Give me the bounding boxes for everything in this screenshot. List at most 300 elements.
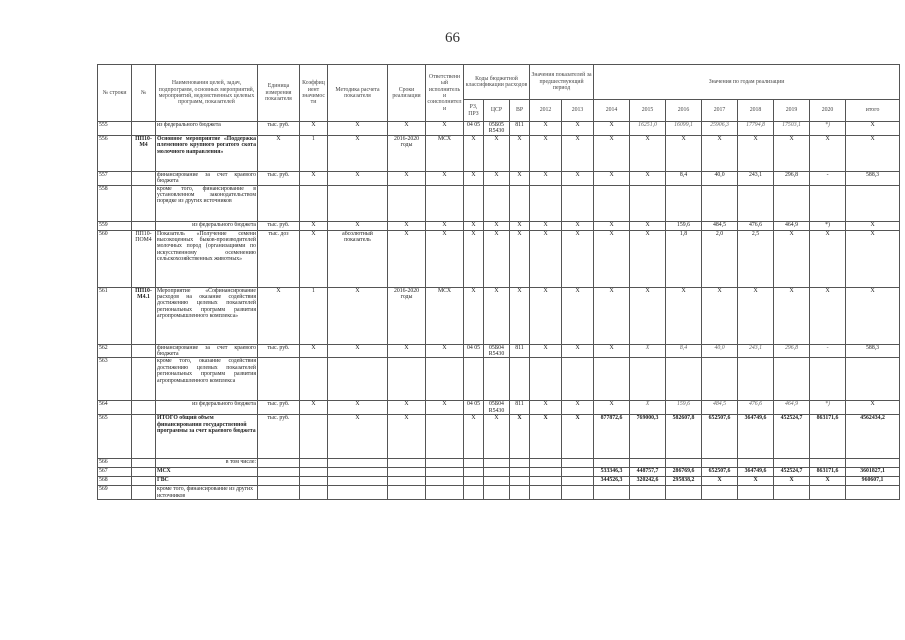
cell-v2018 [738, 358, 774, 401]
row-number: 560 [98, 230, 132, 287]
cell-v2016: 8,4 [666, 344, 702, 358]
cell-v2017: 40,0 [702, 171, 738, 185]
cell-v2016: 16099,1 [666, 122, 702, 136]
cell-v2016: 1,8 [666, 230, 702, 287]
cell-total [846, 486, 900, 500]
cell-total: 4562434,2 [846, 415, 900, 459]
cell-v2020 [810, 358, 846, 401]
cell-v2018: 364749,6 [738, 468, 774, 477]
cell-exec: МСХ [426, 135, 464, 171]
cell-v2016 [666, 358, 702, 401]
cell-name: Основное мероприятие «Поддержка племенного крупного рогатого скота молочного направления» [156, 135, 258, 171]
cell-coef [300, 486, 328, 500]
cell-v2015: X [630, 135, 666, 171]
cell-v2013 [562, 477, 594, 486]
cell-exec: X [426, 171, 464, 185]
table-row [98, 358, 900, 401]
cell-name: кроме того, финансирование в установленном законодательством порядке из других источников [156, 185, 258, 221]
cell-v2020 [810, 185, 846, 221]
cell-terms: X [388, 415, 426, 459]
cell-coef [300, 459, 328, 468]
cell-method: абсолютный показатель [328, 230, 388, 287]
cell-vr: X [510, 415, 530, 459]
header-total: итого [846, 100, 900, 122]
cell-coef [300, 468, 328, 477]
cell-v2012 [530, 477, 562, 486]
cell-coef [300, 358, 328, 401]
cell-method [328, 459, 388, 468]
row-number: 565 [98, 415, 132, 459]
cell-vr: X [510, 221, 530, 230]
cell-terms [388, 468, 426, 477]
header-values-by-year: Значения по годам реализации [594, 65, 900, 100]
cell-code: ПП10-ПОМ4 [132, 230, 156, 287]
header-2018: 2018 [738, 100, 774, 122]
cell-v2012: X [530, 344, 562, 358]
cell-v2016: 8,4 [666, 171, 702, 185]
cell-rz: 04 05 [464, 401, 484, 415]
cell-csr [484, 358, 510, 401]
cell-v2020: - [810, 171, 846, 185]
cell-unit: тыс. руб. [258, 221, 300, 230]
cell-v2014: X [594, 135, 630, 171]
cell-v2020 [810, 486, 846, 500]
row-number: 566 [98, 459, 132, 468]
header-method: Методика расчета показателя [328, 65, 388, 122]
table-row [98, 185, 900, 221]
cell-v2012 [530, 185, 562, 221]
cell-csr: 05Б05 R5430 [484, 122, 510, 136]
cell-v2018: 17794,8 [738, 122, 774, 136]
cell-rz: 04 05 [464, 344, 484, 358]
cell-v2019 [774, 358, 810, 401]
cell-v2015: 448757,7 [630, 468, 666, 477]
cell-v2014: X [594, 171, 630, 185]
cell-v2019: 464,9 [774, 221, 810, 230]
header-row-1 [98, 65, 900, 100]
cell-csr [484, 468, 510, 477]
cell-name: Мероприятие «Софинансирование расходов на оказание содействия достижению целевых показателей региональных программ развития агропромышленного комплекса» [156, 287, 258, 344]
cell-vr: 811 [510, 344, 530, 358]
cell-method: X [328, 344, 388, 358]
cell-coef: 1 [300, 287, 328, 344]
cell-v2014 [594, 459, 630, 468]
cell-vr: 811 [510, 122, 530, 136]
cell-v2019: 17503,1 [774, 122, 810, 136]
header-code-csr: ЦСР [484, 100, 510, 122]
cell-csr: X [484, 230, 510, 287]
cell-unit: тыс. доз [258, 230, 300, 287]
cell-v2013: X [562, 135, 594, 171]
cell-total [846, 185, 900, 221]
cell-v2020: 863171,6 [810, 415, 846, 459]
cell-coef: X [300, 171, 328, 185]
cell-total [846, 358, 900, 401]
cell-v2014: X [594, 401, 630, 415]
header-coef: Коэффициент значимости [300, 65, 328, 122]
cell-method: X [328, 221, 388, 230]
cell-total: 588,3 [846, 344, 900, 358]
cell-v2017: X [702, 135, 738, 171]
cell-name: из федерального бюджета [156, 401, 258, 415]
cell-v2018: 2,5 [738, 230, 774, 287]
cell-v2017: 652507,6 [702, 415, 738, 459]
cell-unit: тыс. руб. [258, 344, 300, 358]
table-row [98, 468, 900, 477]
cell-v2015 [630, 358, 666, 401]
cell-rz: X [464, 171, 484, 185]
cell-v2013: X [562, 171, 594, 185]
cell-v2012 [530, 459, 562, 468]
cell-v2014: X [594, 344, 630, 358]
cell-v2018: 476,6 [738, 401, 774, 415]
cell-v2012: X [530, 401, 562, 415]
cell-v2020: *) [810, 122, 846, 136]
cell-exec: X [426, 122, 464, 136]
cell-total: 3601827,1 [846, 468, 900, 477]
cell-name: кроме того, оказание содействия достижению целевых показателей региональных программ развития агропромышленного комплекса [156, 358, 258, 401]
row-number: 567 [98, 468, 132, 477]
cell-v2015: X [630, 401, 666, 415]
cell-total: X [846, 122, 900, 136]
cell-v2020: X [810, 477, 846, 486]
cell-v2013: X [562, 287, 594, 344]
header-2015: 2015 [630, 100, 666, 122]
header-2012: 2012 [530, 100, 562, 122]
cell-v2019: X [774, 287, 810, 344]
cell-v2014: 344526,3 [594, 477, 630, 486]
cell-vr: X [510, 287, 530, 344]
cell-code: ПП10-М4 [132, 135, 156, 171]
cell-v2016 [666, 486, 702, 500]
cell-v2016: 295838,2 [666, 477, 702, 486]
cell-coef: 1 [300, 135, 328, 171]
cell-v2012 [530, 486, 562, 500]
cell-v2020: X [810, 287, 846, 344]
cell-exec [426, 486, 464, 500]
cell-rz: X [464, 221, 484, 230]
cell-v2019: X [774, 477, 810, 486]
cell-csr: X [484, 287, 510, 344]
cell-v2019: X [774, 135, 810, 171]
cell-exec [426, 415, 464, 459]
cell-v2016: 582607,8 [666, 415, 702, 459]
header-name: Наименования целей, задач, подпрограмм, основных мероприятий, мероприятий, ведомственных целевых программ, показателей [156, 65, 258, 122]
cell-name: ГВС [156, 477, 258, 486]
cell-v2015 [630, 185, 666, 221]
cell-method [328, 468, 388, 477]
cell-code [132, 344, 156, 358]
cell-terms [388, 486, 426, 500]
cell-v2018: 243,1 [738, 344, 774, 358]
cell-v2018: 476,6 [738, 221, 774, 230]
header-2019: 2019 [774, 100, 810, 122]
cell-method: X [328, 171, 388, 185]
table-row [98, 122, 900, 136]
cell-csr [484, 477, 510, 486]
cell-name: Показатель «Получение семени высокоценных быков-производителей молочных пород (организациями по искусственному осеменению сельскохозяйственных животных» [156, 230, 258, 287]
cell-csr [484, 459, 510, 468]
cell-code [132, 468, 156, 477]
header-code-vr: ВР [510, 100, 530, 122]
cell-v2019: 452524,7 [774, 468, 810, 477]
cell-v2019 [774, 459, 810, 468]
cell-code [132, 171, 156, 185]
cell-v2012: X [530, 171, 562, 185]
cell-csr: X [484, 135, 510, 171]
cell-csr: 05Б04 R5430 [484, 344, 510, 358]
cell-v2016: 159,6 [666, 401, 702, 415]
row-number: 562 [98, 344, 132, 358]
cell-v2015: 16251,0 [630, 122, 666, 136]
cell-v2013: X [562, 401, 594, 415]
cell-rz [464, 468, 484, 477]
cell-unit: тыс. руб. [258, 415, 300, 459]
cell-v2016 [666, 185, 702, 221]
cell-v2019: 464,9 [774, 401, 810, 415]
header-2016: 2016 [666, 100, 702, 122]
cell-code [132, 477, 156, 486]
cell-rz: X [464, 135, 484, 171]
cell-vr [510, 459, 530, 468]
cell-v2017: 484,5 [702, 221, 738, 230]
cell-v2018: X [738, 135, 774, 171]
cell-v2017 [702, 358, 738, 401]
cell-unit: тыс. руб. [258, 171, 300, 185]
cell-v2019 [774, 486, 810, 500]
cell-terms: X [388, 401, 426, 415]
cell-coef: X [300, 401, 328, 415]
cell-vr [510, 185, 530, 221]
cell-total: X [846, 401, 900, 415]
cell-v2017: 2,0 [702, 230, 738, 287]
cell-total: 960607,1 [846, 477, 900, 486]
table-row [98, 287, 900, 344]
row-number: 557 [98, 171, 132, 185]
cell-csr: X [484, 415, 510, 459]
cell-vr [510, 358, 530, 401]
cell-name: из федерального бюджета [156, 221, 258, 230]
cell-rz [464, 477, 484, 486]
cell-csr: X [484, 221, 510, 230]
cell-code [132, 122, 156, 136]
cell-v2018: X [738, 477, 774, 486]
page-number: 66 [445, 30, 460, 46]
cell-name: в том числе: [156, 459, 258, 468]
cell-v2014: X [594, 287, 630, 344]
cell-unit [258, 459, 300, 468]
cell-vr: X [510, 171, 530, 185]
cell-method: X [328, 135, 388, 171]
cell-v2018: 364749,6 [738, 415, 774, 459]
cell-code: ПП10-М4.1 [132, 287, 156, 344]
cell-terms: X [388, 122, 426, 136]
cell-v2015: X [630, 171, 666, 185]
cell-total [846, 459, 900, 468]
cell-rz [464, 486, 484, 500]
cell-v2018: 243,1 [738, 171, 774, 185]
cell-name: финансирование за счет краевого бюджета [157, 171, 256, 185]
cell-exec [426, 468, 464, 477]
cell-v2020: X [810, 135, 846, 171]
cell-terms [388, 459, 426, 468]
cell-v2012 [530, 358, 562, 401]
cell-terms: X [388, 344, 426, 358]
cell-v2018 [738, 185, 774, 221]
cell-v2014: 533346,3 [594, 468, 630, 477]
cell-rz: X [464, 415, 484, 459]
cell-rz: 04 05 [464, 122, 484, 136]
cell-v2013: X [562, 221, 594, 230]
cell-v2019: 296,8 [774, 171, 810, 185]
cell-v2017: 25906,3 [702, 122, 738, 136]
row-number: 563 [98, 358, 132, 401]
cell-name: финансирование за счет краевого бюджета [157, 344, 256, 358]
cell-code [132, 415, 156, 459]
cell-v2014: X [594, 221, 630, 230]
cell-unit [258, 468, 300, 477]
cell-v2013: X [562, 415, 594, 459]
table-row [98, 221, 900, 230]
cell-total: X [846, 135, 900, 171]
table-row [98, 401, 900, 415]
header-terms: Сроки реализации [388, 65, 426, 122]
cell-v2020: *) [810, 221, 846, 230]
cell-code [132, 486, 156, 500]
cell-v2012: X [530, 230, 562, 287]
cell-name: ИТОГО общий объем финансирования государственной программы за счет краевого бюджета [156, 415, 258, 459]
table-row [98, 135, 900, 171]
cell-csr [484, 486, 510, 500]
row-number: 556 [98, 135, 132, 171]
cell-v2012 [530, 468, 562, 477]
cell-terms: X [388, 230, 426, 287]
cell-terms [388, 358, 426, 401]
row-number: 569 [98, 486, 132, 500]
cell-v2016: 159,6 [666, 221, 702, 230]
cell-coef [300, 415, 328, 459]
cell-v2017 [702, 185, 738, 221]
cell-unit [258, 185, 300, 221]
cell-csr: 05Б04 R5430 [484, 401, 510, 415]
cell-coef: X [300, 221, 328, 230]
table-row [98, 344, 900, 358]
cell-total: X [846, 221, 900, 230]
cell-v2015 [630, 486, 666, 500]
cell-v2019 [774, 185, 810, 221]
cell-name: МСХ [156, 468, 258, 477]
cell-v2020: *) [810, 401, 846, 415]
cell-v2013: X [562, 230, 594, 287]
cell-v2014: 877872,6 [594, 415, 630, 459]
table-row [98, 477, 900, 486]
cell-code [132, 459, 156, 468]
header-2017: 2017 [702, 100, 738, 122]
cell-v2020: 863171,6 [810, 468, 846, 477]
cell-exec: X [426, 230, 464, 287]
cell-v2015: X [630, 287, 666, 344]
cell-v2017 [702, 459, 738, 468]
cell-v2019: X [774, 230, 810, 287]
cell-code [132, 221, 156, 230]
cell-v2014 [594, 486, 630, 500]
cell-exec [426, 185, 464, 221]
cell-vr [510, 477, 530, 486]
cell-v2012: X [530, 122, 562, 136]
cell-vr: 811 [510, 401, 530, 415]
row-number: 564 [98, 401, 132, 415]
cell-method: X [328, 401, 388, 415]
cell-code [132, 185, 156, 221]
cell-total: X [846, 287, 900, 344]
cell-vr [510, 486, 530, 500]
cell-v2020 [810, 459, 846, 468]
cell-unit [258, 358, 300, 401]
header-2013: 2013 [562, 100, 594, 122]
cell-method: X [328, 287, 388, 344]
cell-v2016 [666, 459, 702, 468]
cell-v2019: 296,8 [774, 344, 810, 358]
row-number: 559 [98, 221, 132, 230]
cell-v2013: X [562, 344, 594, 358]
cell-unit: тыс. руб. [258, 122, 300, 136]
cell-vr: X [510, 230, 530, 287]
cell-exec: X [426, 401, 464, 415]
cell-method: X [328, 122, 388, 136]
cell-coef: X [300, 230, 328, 287]
cell-terms: X [388, 171, 426, 185]
header-row-num: № строки [98, 65, 132, 122]
cell-method [328, 185, 388, 221]
cell-v2013 [562, 358, 594, 401]
row-number: 558 [98, 185, 132, 221]
cell-rz [464, 185, 484, 221]
cell-method: X [328, 415, 388, 459]
cell-rz: X [464, 230, 484, 287]
cell-total: X [846, 230, 900, 287]
row-number: 561 [98, 287, 132, 344]
cell-terms: 2016-2020 годы [388, 287, 426, 344]
cell-v2015 [630, 459, 666, 468]
cell-v2015: X [630, 230, 666, 287]
cell-v2017: X [702, 477, 738, 486]
cell-v2015: X [630, 221, 666, 230]
cell-v2018 [738, 459, 774, 468]
cell-terms [388, 477, 426, 486]
cell-vr: X [510, 135, 530, 171]
cell-v2012: X [530, 135, 562, 171]
cell-v2013 [562, 468, 594, 477]
header-2020: 2020 [810, 100, 846, 122]
cell-v2014: X [594, 230, 630, 287]
header-2014: 2014 [594, 100, 630, 122]
cell-v2013 [562, 459, 594, 468]
cell-csr: X [484, 171, 510, 185]
cell-v2013 [562, 185, 594, 221]
table-row [98, 171, 900, 185]
header-executor: Ответственный исполнитель и соисполнители [426, 65, 464, 122]
cell-unit [258, 486, 300, 500]
table-row [98, 415, 900, 459]
cell-v2017: X [702, 287, 738, 344]
cell-exec: X [426, 221, 464, 230]
cell-coef [300, 477, 328, 486]
cell-unit: X [258, 287, 300, 344]
cell-coef [300, 185, 328, 221]
cell-unit [258, 477, 300, 486]
header-code-rz: РЗ, ПРЗ [464, 100, 484, 122]
cell-code [132, 358, 156, 401]
